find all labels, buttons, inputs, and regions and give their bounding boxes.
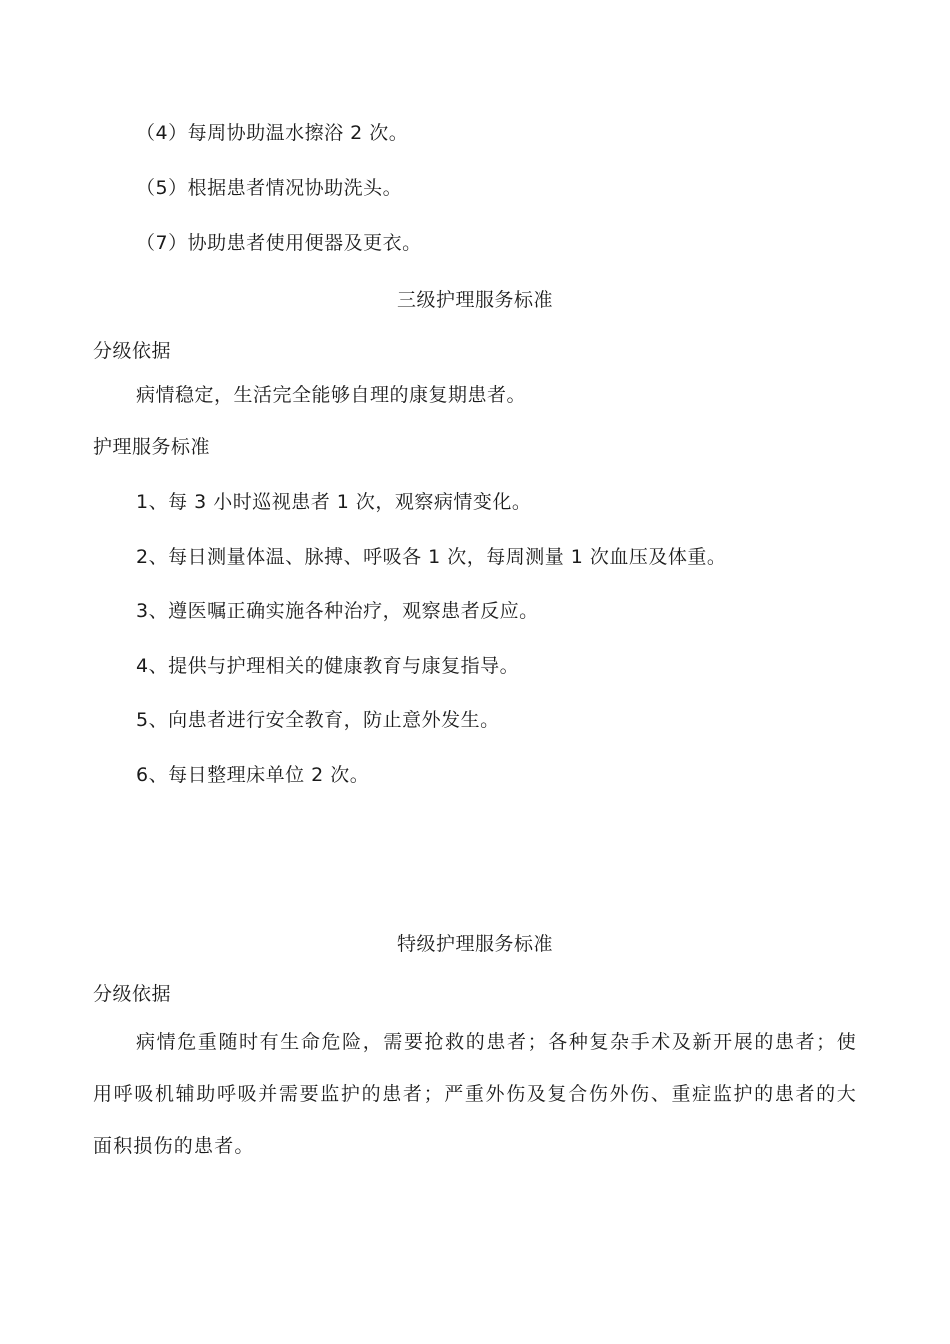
list-item: 2、每日测量体温、脉搏、呼吸各 1 次，每周测量 1 次血压及体重。 bbox=[136, 546, 727, 568]
list-item: （7）协助患者使用便器及更衣。 bbox=[136, 232, 422, 254]
basis-text: 病情危重随时有生命危险，需要抢救的患者；各种复杂手术及新开展的患者；使用呼吸机辅助呼吸并需要监护的患者；严重外伤及复合伤外伤、重症监护的患者的大面积损伤的患者。 bbox=[93, 1031, 857, 1157]
basis-heading: 分级依据 bbox=[93, 340, 172, 362]
list-item: 5、向患者进行安全教育，防止意外发生。 bbox=[136, 709, 500, 731]
section-title-level3: 三级护理服务标准 bbox=[396, 289, 553, 311]
list-item: 3、遵医嘱正确实施各种治疗，观察患者反应。 bbox=[136, 600, 539, 622]
basis-heading: 分级依据 bbox=[93, 983, 172, 1005]
list-item: 1、每 3 小时巡视患者 1 次，观察病情变化。 bbox=[136, 491, 532, 513]
list-item: （4）每周协助温水擦浴 2 次。 bbox=[136, 122, 409, 144]
list-item: （5）根据患者情况协助洗头。 bbox=[136, 177, 403, 199]
basis-text: 病情稳定，生活完全能够自理的康复期患者。 bbox=[136, 384, 527, 406]
standard-heading: 护理服务标准 bbox=[93, 436, 211, 458]
list-item: 4、提供与护理相关的健康教育与康复指导。 bbox=[136, 655, 520, 677]
list-item: 6、每日整理床单位 2 次。 bbox=[136, 764, 370, 786]
section-title-special: 特级护理服务标准 bbox=[396, 933, 553, 955]
